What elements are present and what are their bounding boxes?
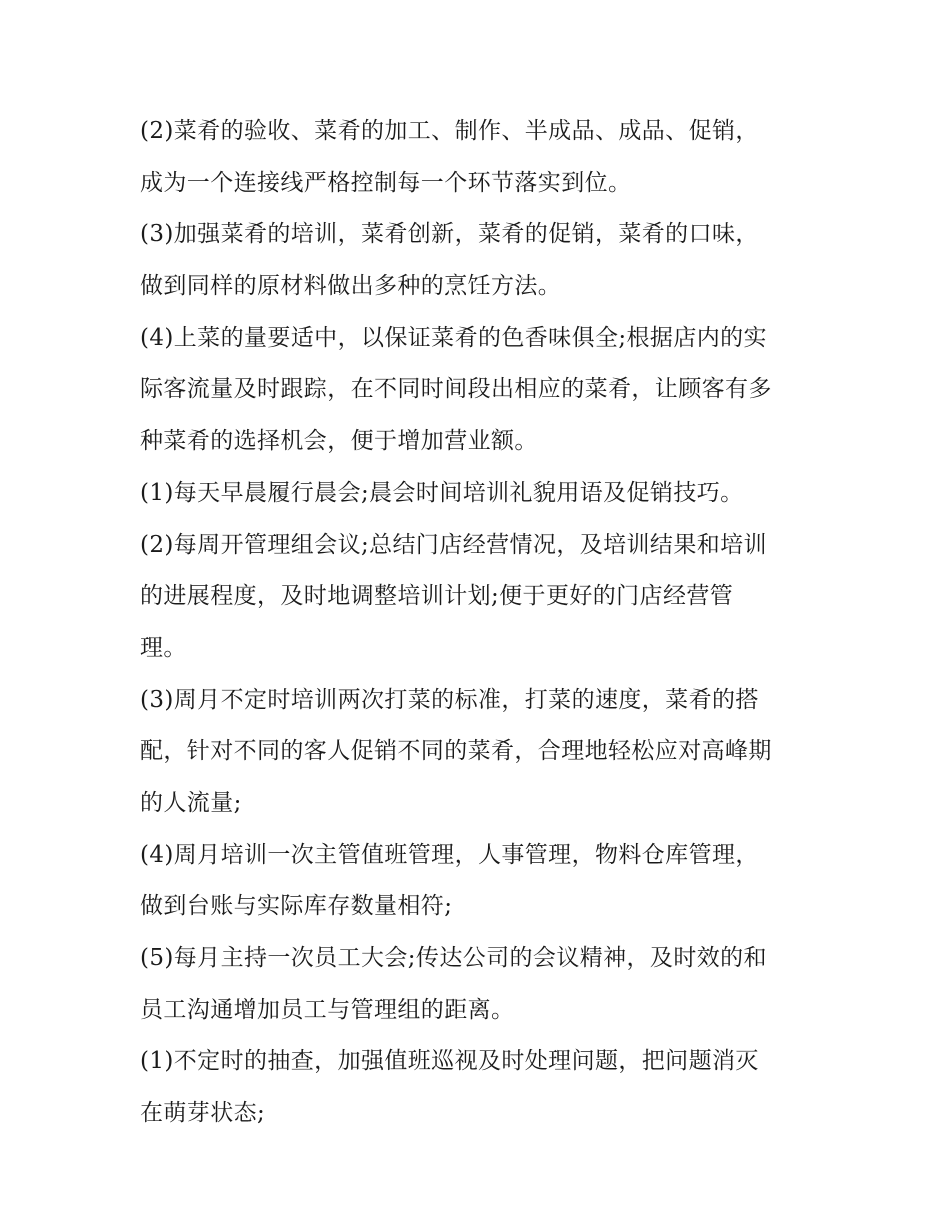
text-line-18: 员工沟通增加员工与管理组的距离。 [140,996,515,1023]
text-line-14: 的人流量; [140,789,242,816]
text-line-9: (2)每周开管理组会议;总结门店经营情况，及培训结果和培训 [140,531,767,558]
text-line-17: (5)每月主持一次员工大会;传达公司的会议精神，及时效的和 [140,945,767,971]
text-line-2: 成为一个连接线严格控制每一个环节落实到位。 [140,169,632,196]
text-line-19: (1)不定时的抽查，加强值班巡视及时处理问题，把问题消灭 [140,1048,759,1075]
text-line-6: 际客流量及时跟踪，在不同时间段出相应的菜肴，让顾客有多 [140,376,772,403]
text-line-3: (3)加强菜肴的培训，菜肴创新，菜肴的促销，菜肴的口味， [140,221,759,248]
text-line-11: 理。 [140,634,187,661]
text-line-16: 做到台账与实际库存数量相符; [140,893,453,920]
text-line-8: (1)每天早晨履行晨会;晨会时间培训礼貌用语及促销技巧。 [140,479,744,506]
text-line-10: 的进展程度，及时地调整培训计划;便于更好的门店经营管 [140,583,734,610]
text-line-4: 做到同样的原材料做出多种的烹饪方法。 [140,273,562,300]
text-line-13: 配，针对不同的客人促销不同的菜肴，合理地轻松应对高峰期 [140,738,772,765]
text-line-7: 种菜肴的选择机会，便于增加营业额。 [140,428,538,455]
text-line-20: 在萌芽状态; [140,1100,266,1127]
text-line-1: (2)菜肴的验收、菜肴的加工、制作、半成品、成品、促销， [140,118,759,144]
text-line-12: (3)周月不定时培训两次打菜的标准，打菜的速度，菜肴的搭 [140,686,759,713]
document-body [140,106,820,1140]
text-line-5: (4)上菜的量要适中，以保证菜肴的色香味俱全;根据店内的实 [140,324,767,351]
text-line-15: (4)周月培训一次主管值班管理，人事管理，物料仓库管理， [140,841,759,868]
